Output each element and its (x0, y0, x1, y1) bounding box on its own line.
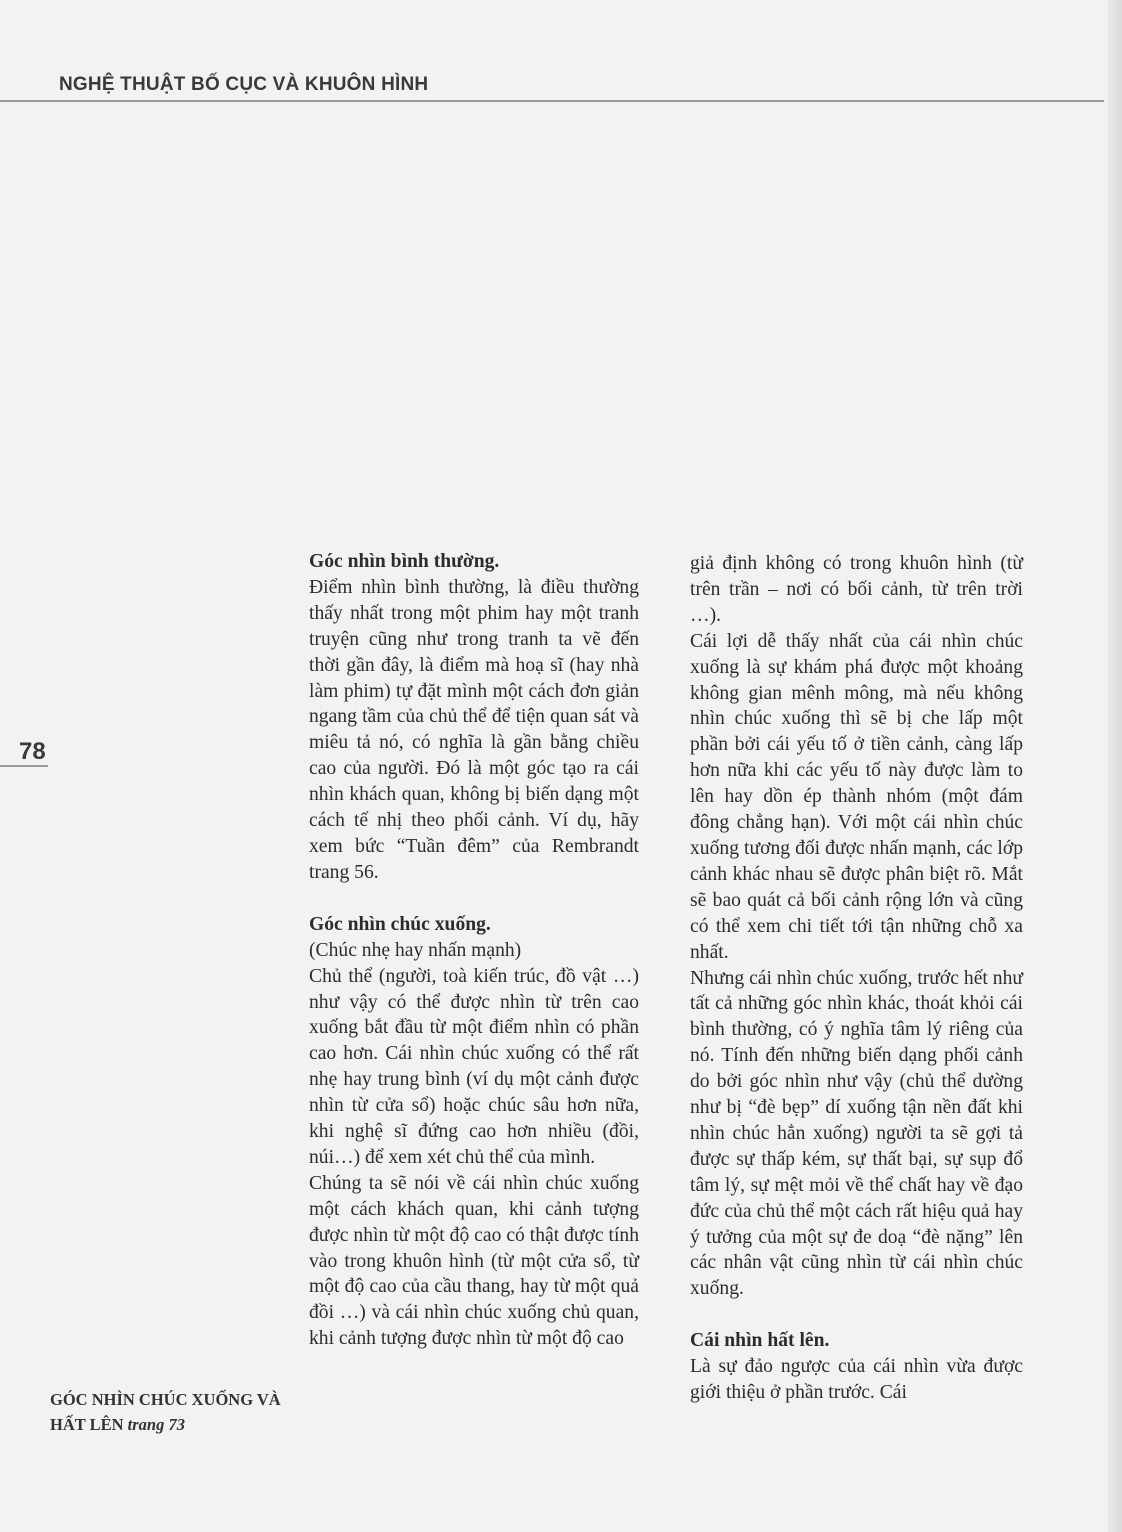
page-number-divider (0, 765, 48, 767)
text-column-left (309, 549, 639, 1352)
section-heading-normal-view: Góc nhìn bình thường. (309, 551, 500, 572)
section-spacer (309, 886, 639, 912)
header-divider (0, 100, 1104, 102)
section-spacer (690, 1302, 1023, 1328)
section-heading-high-angle: Góc nhìn chúc xuống. (309, 913, 491, 935)
paragraph: Điểm nhìn bình thường, là điều thường thấy nhất trong một phim hay một tranh truyện cũng như trong tranh ta vẽ đến thời gần đây, là điểm mà hoạ sĩ (hay nhà làm phim) tự đặt mình một cách đơn giản ngang tầm của chủ thể để tiện quan sát và miêu tả nó, có nghĩa là gần bằng chiều cao của người. Đó là một góc tạo ra cái nhìn khách quan, không bị biến dạng một cách tế nhị theo phối cảnh. Ví dụ, hãy xem bức “Tuần đêm” của Rembrandt trang 56. (309, 576, 639, 883)
running-header-title: NGHỆ THUẬT BỐ CỤC VÀ KHUÔN HÌNH (59, 74, 429, 95)
paragraph: Nhưng cái nhìn chúc xuống, trước hết như tất cả những góc nhìn khác, thoát khỏi cái bình thường, có ý nghĩa tâm lý riêng của nó. Tính đến những biến dạng phối cảnh do bởi góc nhìn như vậy (chủ thể dường như bị “đè bẹp” dí xuống tận nền đất khi nhìn chúc hẳn xuống) người ta sẽ gợi tả được sự thấp kém, sự thất bại, sự sụp đổ tâm lý, sự mệt mỏi về thể chất hay về đạo đức của chủ thể một cách rất hiệu quả hay ý tưởng của một sự đe doạ “đè nặng” lên các nhân vật cũng nhìn từ cái nhìn chúc xuống. (690, 967, 1023, 1300)
page-number: 78 (19, 738, 46, 765)
text-column-right (690, 551, 1023, 1406)
paragraph: Cái lợi dễ thấy nhất của cái nhìn chúc xuống là sự khám phá được một khoảng không gian mênh mông, mà nếu không nhìn chúc xuống thì sẽ bị che lấp một phần bởi cái yếu tố ở tiền cảnh, càng lấp hơn nữa khi các yếu tố này được làm to lên hay dồn ép thành nhóm (một đám đông chẳng hạn). Với một cái nhìn chúc xuống tương đối được nhấn mạnh, các lớp cảnh khác nhau sẽ được phân biệt rõ. Mắt sẽ bao quát cả bối cảnh rộng lớn và cũng có thể xem chi tiết tới tận những chỗ xa nhất. (690, 630, 1023, 963)
paragraph: Là sự đảo ngược của cái nhìn vừa được giới thiệu ở phần trước. Cái (690, 1356, 1023, 1404)
section-heading-low-angle: Cái nhìn hất lên. (690, 1330, 830, 1352)
page-edge-shadow (1108, 0, 1122, 1532)
side-note (50, 1387, 290, 1437)
side-note-text: GÓC NHÌN CHÚC XUỐNG VÀ HẤT LÊN (50, 1390, 281, 1434)
paragraph: Chủ thể (người, toà kiến trúc, đồ vật …) như vậy có thể được nhìn từ trên cao xuống bắt đầu từ một điểm nhìn có phần cao hơn. Cái nhìn chúc xuống có thể rất nhẹ hay trung bình (ví dụ một cảnh được nhìn từ cửa sổ) hoặc chúc sâu hơn nữa, khi nghệ sĩ đứng cao hơn nhiều (đồi, núi…) để xem xét chủ thể của mình. (309, 965, 639, 1168)
side-note-page-ref: trang 73 (127, 1415, 185, 1434)
section-subheading: (Chúc nhẹ hay nhấn mạnh) (309, 939, 522, 961)
paragraph: Chúng ta sẽ nói về cái nhìn chúc xuống một cách khách quan, khi cảnh tượng được nhìn từ một độ cao có thật được tính vào trong khuôn hình (từ một cửa sổ, từ một độ cao của cầu thang, hay từ một quả đồi …) và cái nhìn chúc xuống chủ quan, khi cảnh tượng được nhìn từ một độ cao (309, 1172, 639, 1350)
paragraph: giả định không có trong khuôn hình (từ trên trần – nơi có bối cảnh, từ trên trời …). (690, 553, 1023, 626)
